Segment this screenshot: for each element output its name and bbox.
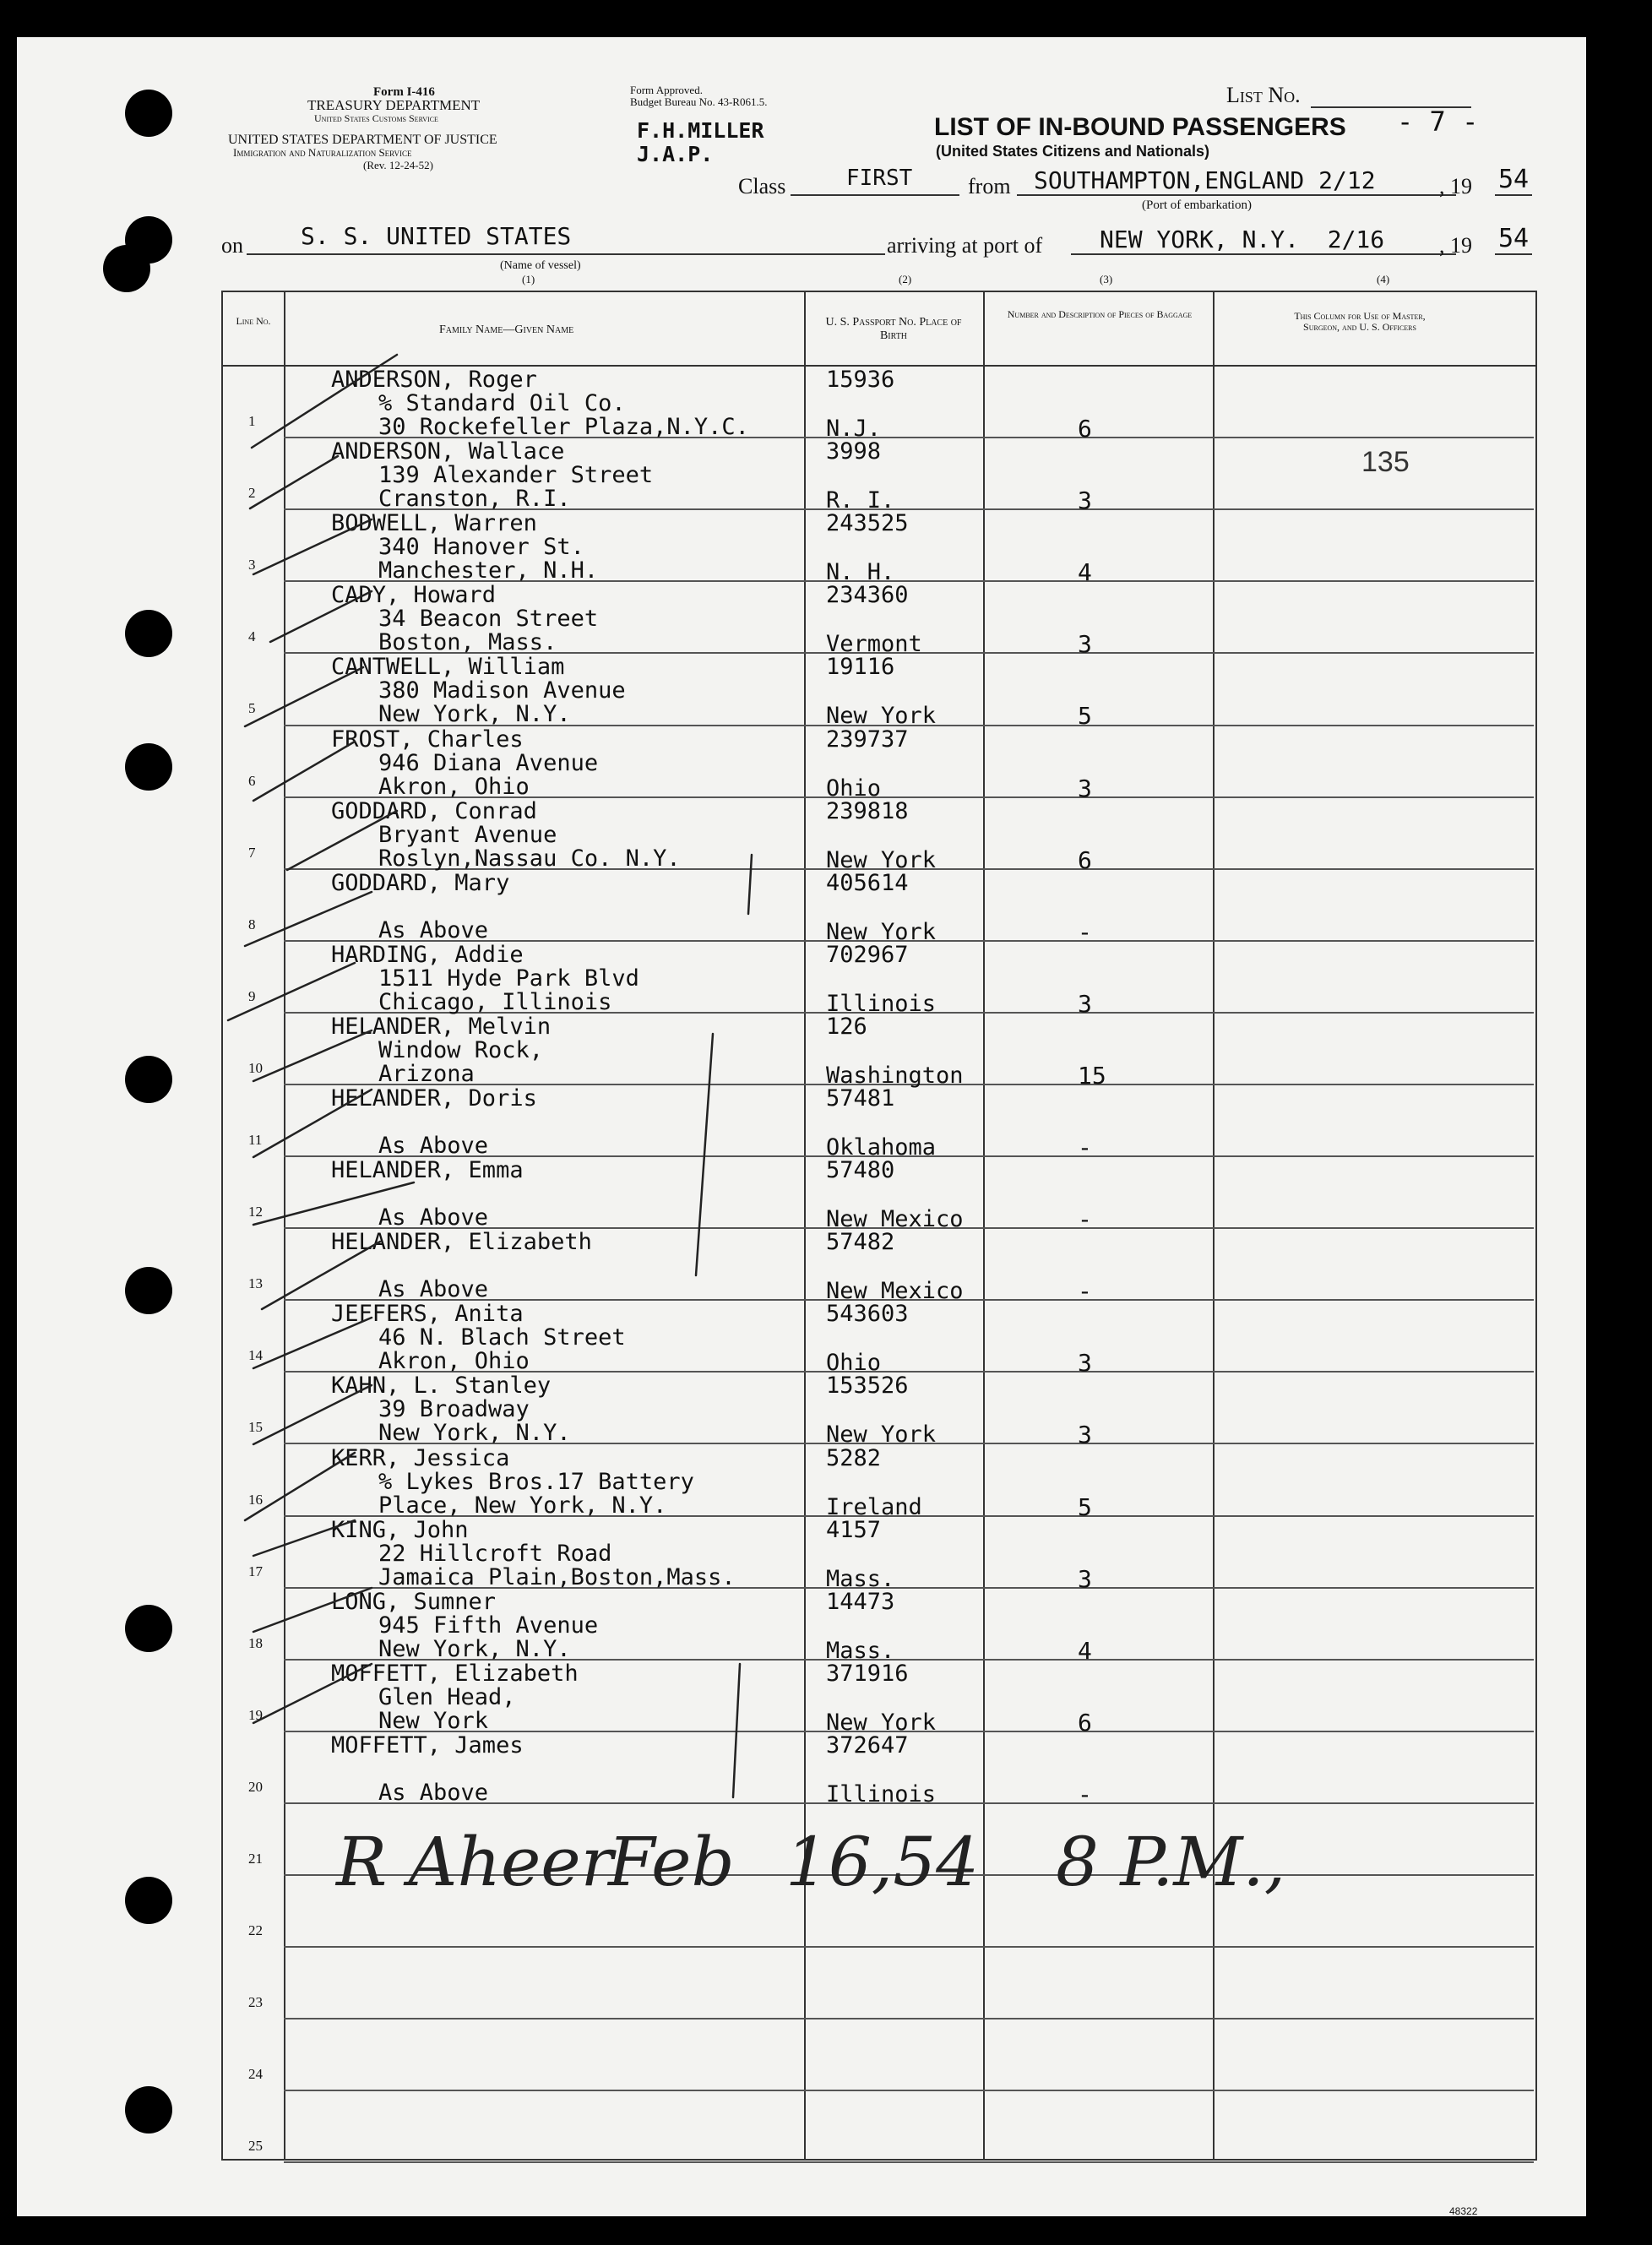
embarkation-note: (Port of embarkation)	[1142, 198, 1252, 212]
arrival-year-prefix: , 19	[1439, 233, 1472, 258]
address-line: As Above	[378, 1133, 489, 1159]
vessel-note: (Name of vessel)	[500, 259, 581, 272]
officer-initials-2: J.A.P.	[637, 142, 714, 166]
passport-number: 371916	[826, 1661, 909, 1687]
place-of-birth: New York	[826, 847, 937, 873]
class-value: FIRST	[846, 166, 913, 191]
check-mark	[270, 591, 372, 642]
col-officers: This Column for Use of Master, Surgeon, and U. S. Officers	[1294, 310, 1426, 333]
address-line: 34 Beacon Street	[378, 606, 599, 632]
col-line-no: Line No.	[236, 315, 271, 327]
address-line: Place, New York, N.Y.	[378, 1492, 667, 1519]
address-line: Boston, Mass.	[378, 629, 557, 655]
line-number: 24	[248, 2066, 263, 2082]
passenger-name: HELANDER, Elizabeth	[331, 1229, 592, 1255]
place-of-birth: Ireland	[826, 1494, 922, 1520]
place-of-birth: Oklahoma	[826, 1134, 937, 1161]
line-number: 16	[248, 1492, 263, 1508]
baggage-count: 3	[1078, 990, 1092, 1018]
address-line: As Above	[378, 1204, 489, 1231]
place-of-birth: New Mexico	[826, 1206, 964, 1232]
col-baggage: Number and Description of Pieces of Baggage	[1007, 308, 1193, 320]
on-label: on	[221, 233, 243, 258]
passport-number: 57480	[826, 1157, 895, 1183]
address-line: New York, N.Y.	[378, 1420, 571, 1446]
arriving-label: arriving at port of	[887, 233, 1043, 258]
line-number: 15	[248, 1419, 263, 1435]
passport-number: 243525	[826, 510, 909, 536]
address-line: New York	[378, 1708, 489, 1734]
line-number: 21	[248, 1851, 263, 1867]
line-number: 4	[248, 628, 256, 644]
passenger-name: GODDARD, Conrad	[331, 798, 537, 824]
check-mark	[253, 1588, 372, 1632]
baggage-count: 3	[1078, 630, 1092, 658]
passport-number: 5282	[826, 1445, 882, 1471]
passport-number: 702967	[826, 942, 909, 968]
treasury-dept: TREASURY DEPARTMENT	[307, 97, 481, 113]
address-line: % Standard Oil Co.	[378, 390, 626, 416]
line-number: 11	[248, 1132, 263, 1148]
address-line: 945 Fifth Avenue	[378, 1612, 599, 1639]
line-number: 9	[248, 988, 256, 1004]
baggage-count: -	[1078, 1133, 1092, 1161]
line-number: 1	[248, 413, 256, 429]
line-number: 3	[248, 557, 256, 573]
passport-number: 19116	[826, 654, 895, 680]
line-number: 7	[248, 845, 256, 861]
address-line: New York, N.Y.	[378, 1636, 571, 1662]
handwritten-date: 16,54	[785, 1823, 980, 1901]
passport-number: 153526	[826, 1373, 909, 1399]
address-line: Chicago, Illinois	[378, 989, 612, 1015]
vessel-col: (1)	[522, 273, 535, 285]
address-line: Manchester, N.H.	[378, 557, 599, 584]
baggage-count: -	[1078, 1277, 1092, 1305]
place-of-birth: New York	[826, 1710, 937, 1736]
address-line: 340 Hanover St.	[378, 534, 584, 560]
line-number: 12	[248, 1204, 263, 1220]
col3-label: (3)	[1100, 273, 1113, 285]
passenger-name: ANDERSON, Roger	[331, 367, 537, 393]
passport-number: 57482	[826, 1229, 895, 1255]
check-mark	[228, 963, 355, 1020]
baggage-count: 5	[1078, 702, 1092, 730]
passenger-name: ANDERSON, Wallace	[331, 438, 565, 465]
check-mark	[253, 742, 355, 801]
passenger-name: GODDARD, Mary	[331, 870, 510, 896]
address-line: Window Rock,	[378, 1037, 544, 1063]
year-value: 54	[1498, 165, 1530, 194]
col-name: Family Name—Given Name	[439, 323, 574, 336]
line-number: 13	[248, 1275, 263, 1291]
baggage-count: 3	[1078, 775, 1092, 802]
passport-number: 4157	[826, 1517, 882, 1543]
address-line: As Above	[378, 1780, 489, 1806]
check-mark	[287, 811, 397, 870]
vessel-name: S. S. UNITED STATES	[301, 222, 572, 250]
line-number: 17	[248, 1563, 263, 1579]
line-number: 23	[248, 1994, 263, 2010]
from-label: from	[968, 174, 1011, 198]
handwritten-time: 8 P.M.,	[1056, 1823, 1286, 1901]
address-line: 22 Hillcroft Road	[378, 1541, 612, 1567]
line-number: 22	[248, 1922, 263, 1938]
address-line: Bryant Avenue	[378, 822, 557, 848]
address-line: 30 Rockefeller Plaza,N.Y.C.	[378, 414, 749, 440]
address-line: Akron, Ohio	[378, 774, 530, 800]
place-of-birth: New Mexico	[826, 1278, 964, 1304]
place-of-birth: Mass.	[826, 1566, 895, 1592]
passenger-name: HELANDER, Doris	[331, 1085, 537, 1112]
passenger-name: CADY, Howard	[331, 582, 497, 608]
baggage-count: 3	[1078, 487, 1092, 514]
baggage-count: -	[1078, 918, 1092, 946]
line-number: 5	[248, 700, 256, 716]
line-number: 19	[248, 1707, 263, 1723]
page-title: LIST OF IN-BOUND PASSENGERS	[934, 113, 1346, 141]
check-mark	[252, 355, 397, 448]
baggage-count: 3	[1078, 1349, 1092, 1377]
check-mark	[253, 1090, 372, 1157]
page-subtitle: (United States Citizens and Nationals)	[936, 143, 1210, 160]
baggage-count: 6	[1078, 846, 1092, 874]
address-line: Glen Head,	[378, 1684, 516, 1710]
place-of-birth: Vermont	[826, 631, 922, 657]
passport-number: 234360	[826, 582, 909, 608]
pen-stroke	[748, 855, 752, 914]
place-of-birth: Illinois	[826, 991, 937, 1017]
check-mark	[253, 519, 372, 574]
check-mark	[253, 1664, 372, 1723]
passenger-name: KAHN, L. Stanley	[331, 1373, 552, 1399]
passenger-name: BODWELL, Warren	[331, 510, 537, 536]
address-line: Jamaica Plain,Boston,Mass.	[378, 1564, 736, 1590]
baggage-count: 6	[1078, 1709, 1092, 1737]
place-of-birth: Illinois	[826, 1781, 937, 1807]
baggage-count: 5	[1078, 1493, 1092, 1521]
line-number: 2	[248, 485, 256, 501]
address-line: 380 Madison Avenue	[378, 677, 626, 704]
check-mark	[245, 1453, 355, 1520]
baggage-count: 3	[1078, 1565, 1092, 1593]
passport-number: 239818	[826, 798, 909, 824]
handwritten-signature: R Aheer	[336, 1823, 613, 1901]
passport-number: 405614	[826, 870, 909, 896]
passenger-name: JEFFERS, Anita	[331, 1301, 524, 1327]
form-number: Form I-416	[373, 85, 435, 99]
address-line: As Above	[378, 917, 489, 943]
class-label: Class	[738, 174, 786, 198]
passport-number: 15936	[826, 367, 895, 393]
check-mark	[253, 1182, 414, 1225]
check-mark	[250, 456, 338, 508]
address-line: 39 Broadway	[378, 1396, 530, 1422]
place-of-birth: New York	[826, 703, 937, 729]
passenger-name: KING, John	[331, 1517, 469, 1543]
passenger-name: CANTWELL, William	[331, 654, 565, 680]
form-approved: Form Approved.	[630, 84, 703, 96]
handwritten-month: Feb	[608, 1823, 735, 1901]
passenger-name: LONG, Sumner	[331, 1589, 497, 1615]
address-line: New York, N.Y.	[378, 701, 571, 727]
passport-number: 239737	[826, 726, 909, 753]
officer-note: 135	[1361, 446, 1410, 478]
line-number: 25	[248, 2138, 263, 2154]
line-number: 20	[248, 1779, 263, 1795]
place-of-birth: New York	[826, 919, 937, 945]
year-prefix: , 19	[1439, 174, 1472, 198]
col2-label: (2)	[899, 273, 912, 285]
line-number: 14	[248, 1347, 263, 1363]
passport-number: 57481	[826, 1085, 895, 1112]
passenger-name: HARDING, Addie	[331, 942, 524, 968]
address-line: % Lykes Bros.17 Battery	[378, 1469, 694, 1495]
address-line: 1511 Hyde Park Blvd	[378, 965, 639, 992]
passport-number: 14473	[826, 1589, 895, 1615]
line-number: 10	[248, 1060, 263, 1076]
baggage-count: -	[1078, 1205, 1092, 1233]
address-line: Roslyn,Nassau Co. N.Y.	[378, 845, 681, 872]
check-mark	[253, 1520, 355, 1556]
place-of-birth: R. I.	[826, 487, 895, 514]
baggage-count: 3	[1078, 1421, 1092, 1449]
passenger-name: HELANDER, Melvin	[331, 1014, 552, 1040]
check-mark	[245, 667, 363, 726]
check-mark	[253, 1030, 372, 1081]
check-mark	[262, 1242, 380, 1309]
col-passport: U. S. Passport No. Place of Birth	[825, 316, 962, 342]
pen-stroke	[696, 1034, 713, 1275]
address-line: Arizona	[378, 1061, 475, 1087]
passport-number: 543603	[826, 1301, 909, 1327]
ins-service: Immigration and Naturalization Service	[233, 146, 412, 159]
col4-label: (4)	[1377, 273, 1390, 285]
baggage-count: 15	[1078, 1062, 1106, 1090]
place-of-birth: Mass.	[826, 1638, 895, 1664]
list-no-label: List No.	[1226, 83, 1301, 107]
place-of-birth: Ohio	[826, 1350, 882, 1376]
place-of-birth: N. H.	[826, 559, 895, 585]
customs-service: United States Customs Service	[314, 112, 438, 124]
footer-code: 48322	[1449, 2205, 1478, 2217]
passenger-name: MOFFETT, James	[331, 1732, 524, 1758]
passenger-name: MOFFETT, Elizabeth	[331, 1661, 579, 1687]
passport-number: 3998	[826, 438, 882, 465]
address-line: Cranston, R.I.	[378, 486, 571, 512]
list-no-value: - 7 -	[1397, 106, 1479, 138]
address-line: Akron, Ohio	[378, 1348, 530, 1374]
address-line: 46 N. Blach Street	[378, 1324, 626, 1351]
pen-stroke	[733, 1664, 740, 1797]
passport-number: 126	[826, 1014, 867, 1040]
place-of-birth: N.J.	[826, 416, 882, 442]
place-of-birth: Washington	[826, 1063, 964, 1089]
revision: (Rev. 12-24-52)	[363, 159, 433, 171]
check-mark	[253, 1385, 372, 1444]
justice-dept: UNITED STATES DEPARTMENT OF JUSTICE	[228, 133, 497, 147]
arrival-year: 54	[1498, 224, 1530, 253]
baggage-count: 4	[1078, 1637, 1092, 1665]
line-number: 6	[248, 773, 256, 789]
passenger-name: HELANDER, Emma	[331, 1157, 524, 1183]
arrival-port: NEW YORK, N.Y. 2/16	[1100, 226, 1385, 253]
address-line: 139 Alexander Street	[378, 462, 654, 488]
port-of-embarkation: SOUTHAMPTON,ENGLAND 2/12	[1034, 166, 1376, 194]
budget-bureau: Budget Bureau No. 43-R061.5.	[630, 95, 768, 108]
place-of-birth: Ohio	[826, 775, 882, 802]
check-mark	[253, 1318, 372, 1368]
baggage-count: 4	[1078, 558, 1092, 586]
officer-initials-1: F.H.MILLER	[637, 118, 764, 143]
baggage-count: 6	[1078, 415, 1092, 443]
baggage-count: -	[1078, 1780, 1092, 1808]
line-number: 8	[248, 916, 256, 932]
place-of-birth: New York	[826, 1421, 937, 1448]
line-number: 18	[248, 1635, 263, 1651]
passenger-name: FROST, Charles	[331, 726, 524, 753]
check-mark	[245, 892, 372, 946]
address-line: As Above	[378, 1276, 489, 1302]
passport-number: 372647	[826, 1732, 909, 1758]
address-line: 946 Diana Avenue	[378, 750, 599, 776]
passenger-name: KERR, Jessica	[331, 1445, 510, 1471]
